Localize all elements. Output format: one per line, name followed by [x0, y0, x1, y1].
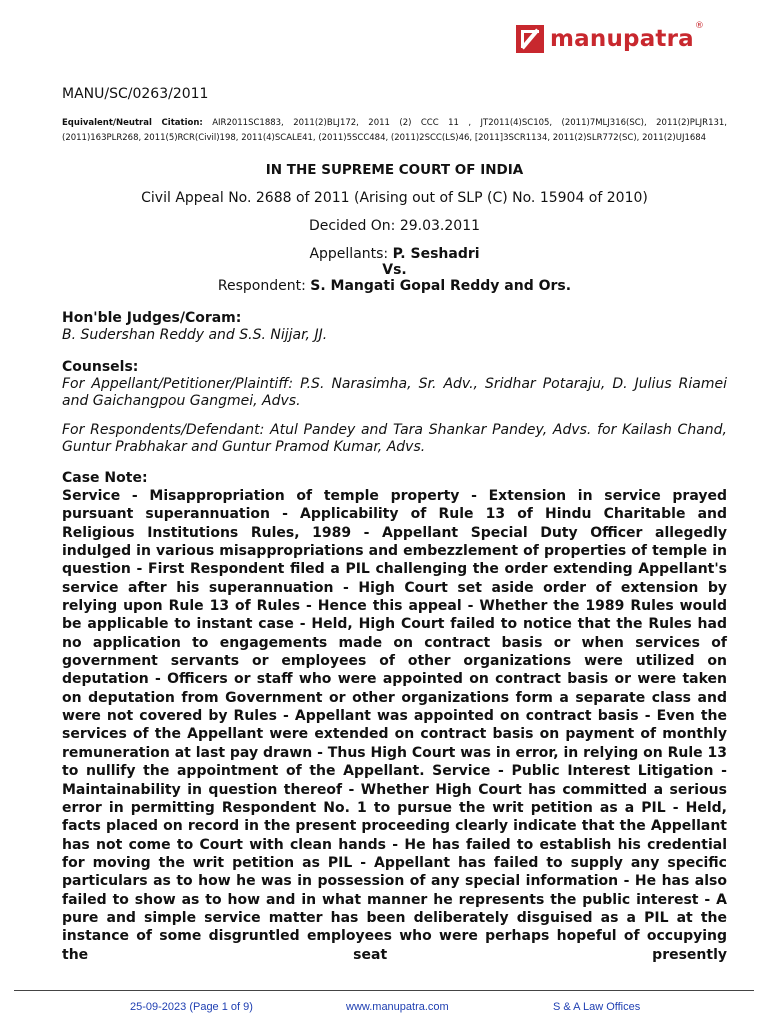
case-note-heading: Case Note:	[62, 470, 148, 486]
citation-text: AIR2011SC1883, 2011(2)BLJ172, 2011 (2) CCC 11 , JT2011(4)SC105, (2011)7MLJ316(SC), 2011(2)PLJR131, (2011)163PLR268, 2011(5)RCR(Civil)198, 2011(4)SCALE41, (2011)5SCC484, (2011)2SCC(LS)46, [2011]3SCR1134, 2011(2)SLR772(SC), 2011(2)UJ1684	[62, 118, 728, 143]
appellants-name: P. Seshadri	[392, 246, 480, 262]
footer-office: S & A Law Offices	[553, 1001, 641, 1013]
counsel-respondent: For Respondents/Defendant: Atul Pandey and Tara Shankar Pandey, Advs. for Kailash Chand, Guntur Prabhakar and Guntur Pramod Kumar, Advs.	[62, 422, 727, 455]
judges-heading: Hon'ble Judges/Coram:	[62, 310, 242, 326]
decided-on: Decided On: 29.03.2011	[308, 218, 481, 234]
footer-website-link[interactable]: www.manupatra.com	[346, 1001, 449, 1013]
manupatra-logo	[516, 22, 704, 56]
footer-date-page: 25-09-2023 (Page 1 of 9)	[130, 1001, 253, 1013]
manu-id: MANU/SC/0263/2011	[62, 86, 209, 102]
counsels-heading: Counsels:	[62, 359, 139, 375]
appeal-number: Civil Appeal No. 2688 of 2011 (Arising out of SLP (C) No. 15904 of 2010)	[141, 190, 648, 206]
court-name: IN THE SUPREME COURT OF INDIA	[265, 162, 524, 178]
respondent-line	[62, 278, 727, 294]
judges-names: B. Sudershan Reddy and S.S. Nijjar, JJ.	[62, 327, 328, 343]
respondent-name: S. Mangati Gopal Reddy and Ors.	[310, 278, 572, 294]
case-note-text: Service - Misappropriation of temple property - Extension in service prayed pursuant superannuation - Applicability of Rule 13 of Hindu Charitable and Religious Institutions Rules, 1989 - Appellant Special Duty Officer allegedly indulged in various misappropriations and embezzlement of properties of temple in question - First Respondent filed a PIL challenging the order extending Appellant's service after his superannuation - High Court set aside order of extension by relying upon Rule 13 of Rules - Hence this appeal - Whether the 1989 Rules would be applicable to instant case - Held, High Court failed to notice that the Rules had no application to engagements made on contract basis or when services of government servants or employees of other organizations were utilized on deputation - Officers or staff who were appointed on contract basis or were taken on deputation from Government or other organizations form a separate class and were not covered by Rules - Appellant was appointed on contract basis - Even the services of the Appellant were extended on contract basis on payment of monthly remuneration at last pay drawn - Thus High Court was in error, in relying on Rule 13 to nullify the appointment of the Appellant. Service - Public Interest Litigation - Maintainability in question thereof - Whether High Court has committed a serious error in permitting Respondent No. 1 to pursue the writ petition as a PIL - Held, facts placed on record in the present proceeding clearly indicate that the Appellant has not come to Court with clean hands - He has failed to establish his credential for moving the writ petition as PIL - Appellant has failed to supply any specific particulars as to how he was in possession of any special information - He has also failed to show as to how and in what manner he represents the public interest - A pure and simple service matter has been deliberately disguised as a PIL at the instance of some disgruntled employees who were perhaps hopeful of occupying the seat presently	[62, 488, 727, 963]
document-body	[62, 86, 727, 964]
equivalent-citation	[62, 116, 727, 146]
footer-divider	[14, 990, 754, 991]
citation-label: Equivalent/Neutral Citation:	[62, 118, 203, 128]
counsel-appellant: For Appellant/Petitioner/Plaintiff: P.S. Narasimha, Sr. Adv., Sridhar Potaraju, D. Julius Riamei and Gaichangpou Gangmei, Advs.	[62, 376, 727, 409]
versus: Vs.	[382, 262, 407, 278]
registered-mark: ®	[694, 21, 704, 31]
manupatra-logo-icon	[516, 25, 544, 53]
appellants-label: Appellants:	[309, 246, 393, 262]
brand-name: manupatra	[550, 26, 694, 52]
respondent-label: Respondent:	[217, 278, 311, 294]
appellants-line	[62, 246, 727, 262]
